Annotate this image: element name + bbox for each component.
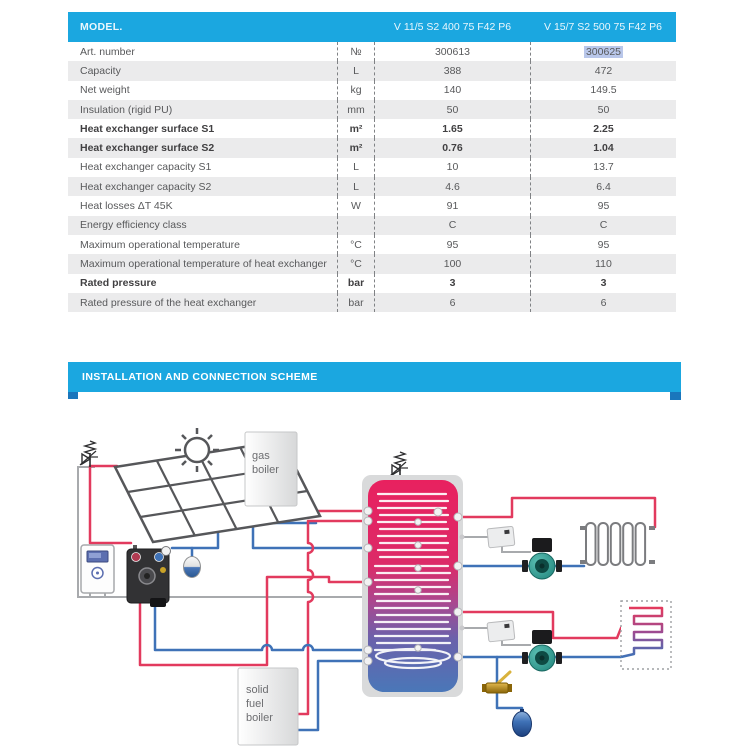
gas-boiler [245, 432, 297, 506]
spec-label: Rated pressure [80, 277, 157, 290]
spec-unit: °C [337, 254, 375, 273]
spec-value-model1: C [448, 219, 457, 232]
spec-unit: L [337, 158, 375, 177]
table-row [68, 100, 676, 119]
spec-unit: W [337, 196, 375, 215]
spec-label: Energy efficiency class [80, 219, 187, 232]
spec-value-model2: 6.4 [530, 177, 676, 196]
solar-return-pipe [155, 604, 365, 650]
solid-fuel-label-3: boiler [246, 712, 273, 724]
spec-unit: kg [337, 81, 375, 100]
buffer-tank [362, 475, 465, 697]
spec-unit: m² [337, 138, 375, 157]
thermostat-radiator [487, 526, 515, 548]
spec-value-model1: 95 [446, 238, 459, 251]
spec-value-model1: 100 [443, 257, 462, 270]
circulation-pump-floor [522, 630, 562, 671]
spec-value-model2: 3 [530, 274, 676, 293]
spec-value-model2: 149.5 [530, 81, 676, 100]
table-row [68, 254, 676, 273]
spec-value-model2: 6 [530, 293, 676, 312]
spec-table [68, 12, 676, 312]
spec-value-model1: 1.65 [442, 122, 463, 135]
spec-value-model2: C [530, 216, 676, 235]
spec-value-model1: 10 [446, 161, 459, 174]
spec-value-model2: 13.7 [530, 158, 676, 177]
spec-value-model1: 91 [446, 200, 459, 213]
spec-value-model1: 0.76 [442, 142, 463, 155]
spec-label: Heat exchanger capacity S1 [80, 161, 212, 174]
spec-label: Rated pressure of the heat exchanger [80, 296, 257, 309]
gas-boiler-label-2: boiler [252, 464, 279, 476]
spec-value-model2: 1.04 [530, 138, 676, 157]
table-row [68, 293, 676, 312]
table-row [68, 235, 676, 254]
solid-fuel-boiler [238, 668, 298, 745]
table-header-row [68, 12, 676, 42]
spec-label: Art. number [80, 45, 135, 58]
tank-sensor-top [460, 535, 465, 540]
table-body [68, 42, 676, 312]
model-header-label: MODEL. [80, 21, 123, 33]
spec-unit: L [337, 61, 375, 80]
model1-header: V 11/5 S2 400 75 F42 P6 [393, 21, 512, 33]
spec-label: Heat exchanger capacity S2 [80, 180, 212, 193]
solid-fuel-label-2: fuel [246, 698, 264, 710]
spec-value-model2: 50 [530, 100, 676, 119]
spec-value-model1: 300613 [434, 45, 471, 58]
spec-label: Heat losses ΔT 45K [80, 200, 173, 213]
model2-header: V 15/7 S2 500 75 F42 P6 [544, 21, 662, 33]
gas-boiler-label-1: gas [252, 450, 270, 462]
thermostat-floor [487, 620, 515, 642]
solid-fuel-label-1: solid [246, 684, 269, 696]
section-banner [68, 362, 681, 392]
spec-value-model2: 95 [530, 196, 676, 215]
safety-valve-tank-icon [390, 452, 408, 478]
spec-label: Net weight [80, 84, 130, 97]
spec-unit: № [337, 42, 375, 61]
scheme-svg [60, 400, 755, 755]
floor-heating [621, 601, 671, 669]
spec-value-model2: 2.25 [530, 119, 676, 138]
spec-unit: m² [337, 119, 375, 138]
spec-value-model2: 95 [530, 235, 676, 254]
solar-expansion-vessel [184, 557, 201, 578]
table-row [68, 119, 676, 138]
table-row [68, 42, 676, 61]
spec-label: Maximum operational temperature of heat exchanger [80, 257, 327, 270]
selected-text[interactable]: 300625 [585, 45, 622, 58]
table-row [68, 81, 676, 100]
spec-label: Maximum operational temperature [80, 238, 240, 251]
spec-unit: °C [337, 235, 375, 254]
spec-value-model2 [530, 42, 676, 61]
solar-to-tank-pipe [140, 577, 365, 665]
table-row [68, 158, 676, 177]
expansion-vessel [513, 709, 532, 737]
spec-label: Capacity [80, 64, 121, 77]
solar-controller [81, 545, 114, 593]
safety-valve-solar-icon [80, 441, 98, 467]
circulation-pump-radiator [522, 538, 562, 579]
spec-label: Insulation (rigid PU) [80, 103, 173, 116]
spec-unit [337, 216, 375, 235]
spec-unit: mm [337, 100, 375, 119]
spec-value-model1: 4.6 [445, 180, 460, 193]
spec-label: Heat exchanger surface S1 [80, 122, 215, 135]
spec-value-model1: 6 [449, 296, 456, 309]
spec-unit: L [337, 177, 375, 196]
spec-value-model1: 50 [446, 103, 459, 116]
section-banner-title: INSTALLATION AND CONNECTION SCHEME [82, 371, 318, 383]
solar-pump-station [127, 545, 171, 607]
table-row [68, 196, 676, 215]
table-row [68, 61, 676, 80]
table-row [68, 216, 676, 235]
spec-value-model2: 472 [530, 61, 676, 80]
table-row [68, 138, 676, 157]
installation-scheme [60, 400, 755, 755]
solid-fuel-supply-pipe [298, 521, 365, 714]
tank-sensor-bottom [460, 626, 465, 631]
spec-value-model1: 388 [443, 64, 462, 77]
spec-value-model2: 110 [530, 254, 676, 273]
spec-value-model1: 3 [449, 277, 456, 290]
spec-unit: bar [337, 293, 375, 312]
spec-unit: bar [337, 274, 375, 293]
table-row [68, 274, 676, 293]
spec-value-model1: 140 [443, 84, 462, 97]
radiator [580, 523, 655, 565]
spec-label: Heat exchanger surface S2 [80, 142, 215, 155]
table-row [68, 177, 676, 196]
